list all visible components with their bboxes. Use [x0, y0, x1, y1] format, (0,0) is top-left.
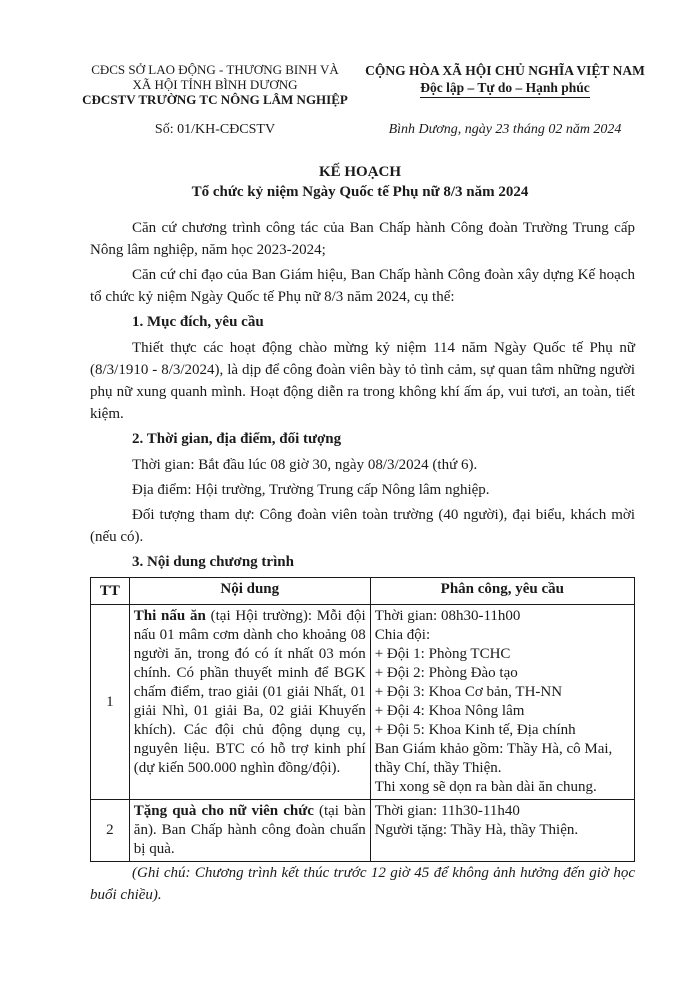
row-content-detail: (tại bàn ăn). Ban Chấp hành công đoàn chuẩn bị quà. — [133, 803, 366, 857]
org-line-3: CĐCSTV TRƯỜNG TC NÔNG LÂM NGHIỆP — [82, 92, 348, 107]
row-number: 2 — [91, 800, 130, 862]
assignment-line: Thời gian: 08h30-11h00 — [374, 608, 521, 624]
national-motto: Độc lập – Tự do – Hạnh phúc — [420, 79, 590, 98]
table-row — [91, 800, 635, 862]
row-content-title: Tặng quà cho nữ viên chức — [133, 803, 314, 819]
document-title — [70, 162, 650, 202]
org-line-2: XÃ HỘI TỈNH BÌNH DƯƠNG — [132, 77, 298, 92]
table-header-row — [91, 578, 635, 605]
document-header — [70, 62, 650, 122]
assignment-line: + Đội 1: Phòng TCHC — [374, 646, 511, 662]
intro-paragraph-2: Căn cứ chỉ đạo của Ban Giám hiệu, Ban Chấp hành Công đoàn xây dựng Kế hoạch tổ chức kỷ niệm Ngày Quốc tế Phụ nữ 8/3 năm 2024, cụ thể: — [90, 267, 635, 305]
assignment-line: Ban Giám khảo gồm: Thầy Hà, cô Mai, thầy Chí, thầy Thiện. — [374, 741, 613, 776]
org-line-1: CĐCS SỞ LAO ĐỘNG - THƯƠNG BINH VÀ — [91, 62, 339, 77]
assignment-line: Thi xong sẽ dọn ra bàn dài ăn chung. — [374, 779, 597, 795]
section-1-paragraph: Thiết thực các hoạt động chào mừng kỷ niệm 114 năm Ngày Quốc tế Phụ nữ (8/3/1910 - 8/3/2024), là dịp để công đoàn viên bày tỏ tình cảm, sự quan tâm những người phụ nữ xung quanh mình. Hoạt động diễn ra trong không khí ấm áp, vui tươi, an toàn, tiết kiệm. — [90, 340, 635, 422]
section-1-heading: 1. Mục đích, yêu cầu — [132, 314, 264, 330]
row-content-title: Thi nấu ăn — [133, 608, 206, 624]
national-title — [360, 62, 650, 98]
assignment-line: Thời gian: 11h30-11h40 — [374, 803, 520, 819]
title-line-1: KẾ HOẠCH — [318, 164, 402, 180]
section-2-heading: 2. Thời gian, địa điểm, đối tượng — [132, 431, 342, 447]
section-2-time: Thời gian: Bắt đầu lúc 08 giờ 30, ngày 08/3/2024 (thứ 6). — [132, 457, 478, 473]
document-number: Số: 01/KH-CĐCSTV — [154, 122, 276, 137]
table-row — [91, 605, 635, 800]
country-name: CỘNG HÒA XÃ HỘI CHỦ NGHĨA VIỆT NAM — [365, 63, 645, 78]
row-content — [129, 800, 370, 862]
section-2-participants: Đối tượng tham dự: Công đoàn viên toàn trường (40 người), đại biểu, khách mời (nếu có). — [90, 507, 635, 545]
document-date: Bình Dương, ngày 23 tháng 02 năm 2024 — [388, 122, 622, 137]
program-note: (Ghi chú: Chương trình kết thúc trước 12 giờ 45 để không ảnh hưởng đến giờ học buổi chiều). — [90, 865, 635, 903]
assignment-line: Người tặng: Thầy Hà, thầy Thiện. — [374, 822, 579, 838]
issuing-organization — [70, 62, 360, 107]
row-number: 1 — [91, 605, 130, 800]
program-table — [90, 577, 635, 862]
row-assignment — [370, 800, 634, 862]
section-2-place: Địa điểm: Hội trường, Trường Trung cấp Nông lâm nghiệp. — [132, 482, 490, 498]
row-content-detail: (tại Hội trường): Mỗi đội nấu 01 mâm cơm dành cho khoảng 08 người ăn, trong đó có ít nhất 03 món chính. Có phần thuyết minh để BGK chấm điểm, trao giải (01 giải Nhất, 01 giải Nhì, 01 giải Ba, 02 giải Khuyến khích). Các đội chủ động dụng cụ, nguyên liệu. BTC có hỗ trợ kinh phí (dự kiến 500.000 nghìn đồng/đội). — [133, 608, 366, 776]
row-content — [129, 605, 370, 800]
column-header-content: Nội dung — [129, 578, 370, 605]
title-line-2: Tổ chức kỷ niệm Ngày Quốc tế Phụ nữ 8/3 năm 2024 — [191, 184, 529, 200]
assignment-line: Chia đội: — [374, 627, 431, 643]
intro-paragraph-1: Căn cứ chương trình công tác của Ban Chấp hành Công đoàn Trường Trung cấp Nông lâm nghiệp, năm học 2023-2024; — [90, 220, 635, 258]
column-header-tt: TT — [91, 578, 130, 605]
row-assignment — [370, 605, 634, 800]
assignment-line: + Đội 4: Khoa Nông lâm — [374, 703, 525, 719]
document-body — [90, 217, 635, 909]
column-header-assignment: Phân công, yêu cầu — [370, 578, 634, 605]
section-3-heading: 3. Nội dung chương trình — [132, 554, 294, 570]
assignment-line: + Đội 5: Khoa Kinh tế, Địa chính — [374, 722, 576, 738]
assignment-line: + Đội 2: Phòng Đào tạo — [374, 665, 518, 681]
assignment-line: + Đội 3: Khoa Cơ bản, TH-NN — [374, 684, 563, 700]
